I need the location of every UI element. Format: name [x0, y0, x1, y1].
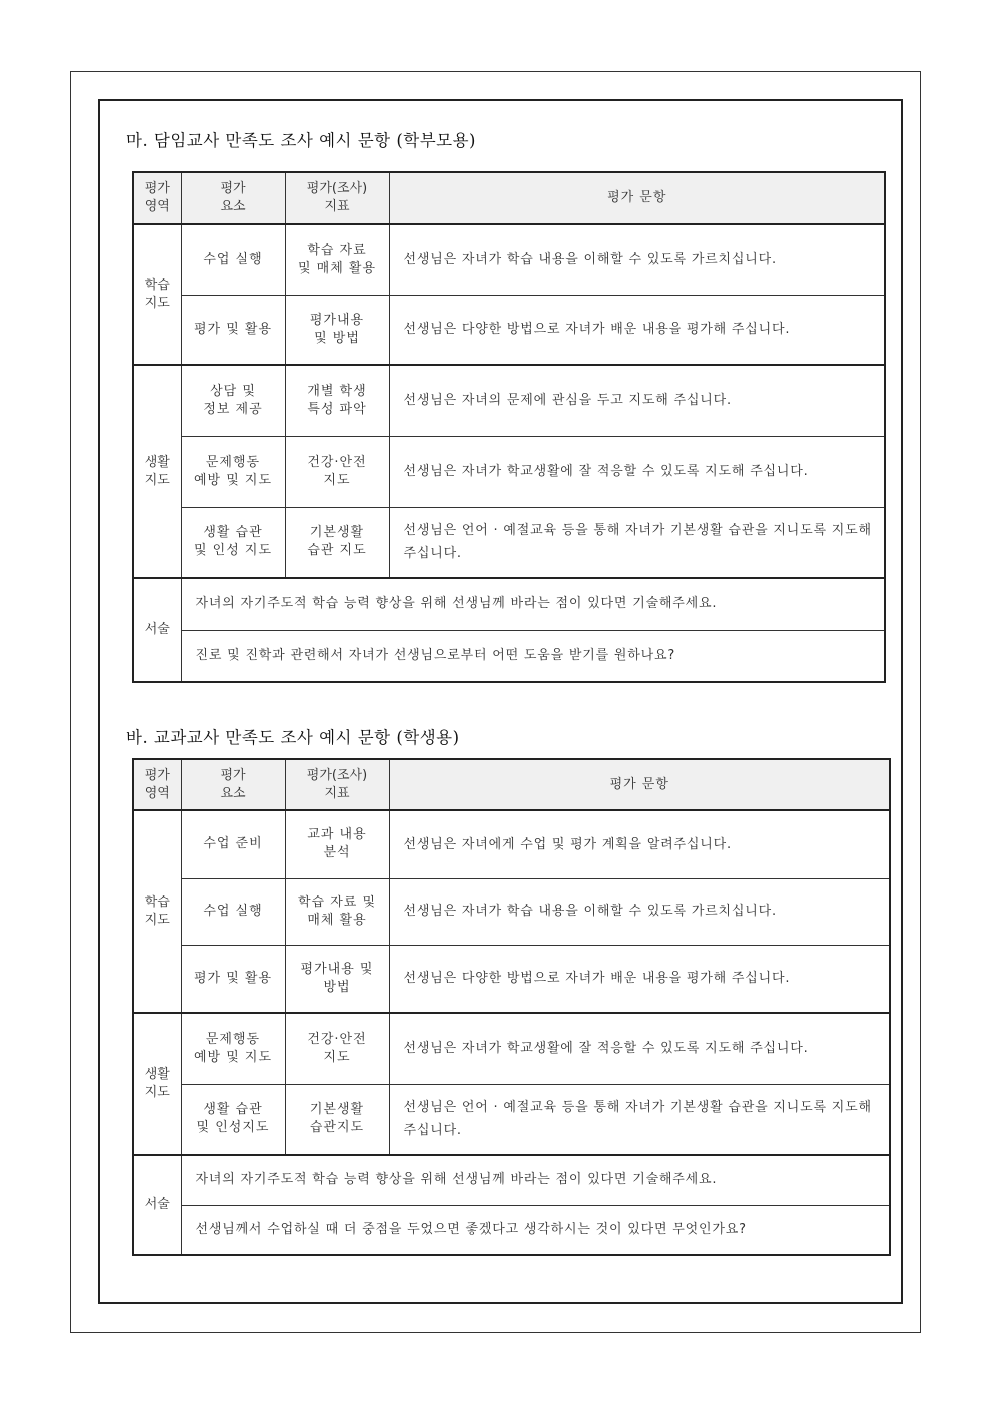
descriptive-row — [133, 1155, 890, 1205]
element-cell — [181, 810, 285, 878]
question-cell-text: 선생님은 자녀의 문제에 관심을 두고 지도해 주십니다. — [403, 393, 732, 409]
question-cell — [389, 365, 885, 436]
indicator-cell-text: 교과 내용 분석 — [307, 827, 367, 861]
question-cell-text: 선생님은 자녀가 학습 내용을 이해할 수 있도록 가르치십니다. — [403, 904, 777, 919]
question-cell-text: 선생님은 언어 · 예절교육 등을 통해 자녀가 기본생활 습관을 지니도록 지도해 주십니다. — [403, 523, 872, 562]
question-cell-text: 선생님은 자녀가 학교생활에 잘 적응할 수 있도록 지도해 주십니다. — [403, 464, 809, 479]
element-cell-text: 수업 실행 — [203, 903, 263, 919]
question-cell-text: 선생님은 자녀가 학습 내용을 이해할 수 있도록 가르치십니다. — [403, 252, 777, 268]
descriptive-question-cell — [181, 1205, 890, 1255]
area-cell — [133, 224, 181, 365]
header-area-text: 평가 영역 — [144, 181, 170, 214]
question-cell-text: 선생님은 자녀가 학교생활에 잘 적응할 수 있도록 지도해 주십니다. — [403, 1041, 809, 1057]
indicator-cell — [285, 365, 389, 436]
header-indicator — [285, 759, 389, 810]
indicator-cell — [285, 810, 389, 878]
question-cell — [389, 507, 885, 578]
header-indicator — [285, 172, 389, 224]
descriptive-question-cell — [181, 630, 885, 682]
indicator-cell — [285, 1084, 389, 1155]
element-cell-text: 상담 및 정보 제공 — [203, 383, 263, 417]
descriptive-area-cell-text: 서술 — [144, 622, 170, 637]
indicator-cell-text: 건강·안전 지도 — [307, 1031, 367, 1065]
descriptive-row — [133, 1205, 890, 1255]
header-area — [133, 172, 181, 224]
table-row — [133, 224, 885, 295]
question-cell — [389, 945, 890, 1013]
survey-table-homeroom-parent — [132, 171, 886, 683]
question-cell-text: 선생님은 자녀에게 수업 및 평가 계획을 알려주십니다. — [403, 836, 732, 852]
element-cell-text: 평가 및 활용 — [193, 970, 273, 986]
question-cell — [389, 224, 885, 295]
table-row — [133, 878, 890, 945]
table-row — [133, 810, 890, 878]
table-row — [133, 365, 885, 436]
question-cell — [389, 295, 885, 365]
area-cell-text: 학습 지도 — [144, 894, 170, 928]
table-row — [133, 436, 885, 507]
section-title-homeroom-parent: 마. 담임교사 만족도 조사 예시 문항 (학부모용) — [126, 131, 476, 150]
element-cell — [181, 365, 285, 436]
header-element-text: 평가 요소 — [220, 767, 246, 801]
header-question-text: 평가 문항 — [607, 190, 667, 205]
element-cell-text: 생활 습관 및 인성지도 — [196, 1102, 270, 1136]
descriptive-question-cell-text: 자녀의 자기주도적 학습 능력 향상을 위해 선생님께 바라는 점이 있다면 기술해주세요. — [195, 596, 718, 612]
header-element — [181, 172, 285, 224]
table-header-row — [133, 759, 890, 810]
descriptive-area-cell-text: 서술 — [144, 1197, 170, 1212]
question-cell — [389, 1013, 890, 1084]
descriptive-row — [133, 630, 885, 682]
header-question — [389, 759, 890, 810]
indicator-cell-text: 학습 자료 및 매체 활용 — [297, 894, 377, 928]
element-cell — [181, 295, 285, 365]
question-cell — [389, 1084, 890, 1155]
section-title-subject-student: 바. 교과교사 만족도 조사 예시 문항 (학생용) — [126, 728, 460, 747]
descriptive-question-cell-text: 자녀의 자기주도적 학습 능력 향상을 위해 선생님께 바라는 점이 있다면 기술해주세요. — [195, 1172, 718, 1188]
descriptive-question-cell — [181, 1155, 890, 1205]
indicator-cell-text: 평가내용 및 방법 — [309, 312, 365, 346]
descriptive-area-cell — [133, 1155, 181, 1255]
question-cell-text: 선생님은 언어 · 예절교육 등을 통해 자녀가 기본생활 습관을 지니도록 지도해 주십니다. — [403, 1100, 872, 1139]
indicator-cell-text: 기본생활 습관 지도 — [307, 525, 367, 559]
question-cell — [389, 878, 890, 945]
descriptive-question-cell-text: 진로 및 진학과 관련해서 자녀가 선생님으로부터 어떤 도움을 받기를 원하나요? — [195, 647, 676, 663]
indicator-cell-text: 건강·안전 지도 — [307, 454, 367, 488]
question-cell-text: 선생님은 다양한 방법으로 자녀가 배운 내용을 평가해 주십니다. — [403, 971, 791, 987]
indicator-cell — [285, 295, 389, 365]
question-cell — [389, 436, 885, 507]
indicator-cell — [285, 1013, 389, 1084]
header-area — [133, 759, 181, 810]
element-cell-text: 수업 준비 — [203, 836, 263, 852]
question-cell — [389, 810, 890, 878]
indicator-cell-text: 개별 학생 특성 파악 — [307, 383, 367, 417]
area-cell-text: 생활 지도 — [144, 1067, 170, 1100]
element-cell — [181, 945, 285, 1013]
question-cell-text: 선생님은 다양한 방법으로 자녀가 배운 내용을 평가해 주십니다. — [403, 322, 791, 338]
table-row — [133, 295, 885, 365]
header-area-text: 평가 영역 — [144, 767, 170, 801]
descriptive-row — [133, 578, 885, 630]
descriptive-question-cell-text: 선생님께서 수업하실 때 더 중점을 두었으면 좋겠다고 생각하시는 것이 있다면 무엇인가요? — [195, 1221, 747, 1237]
table-row — [133, 1084, 890, 1155]
survey-table-subject-student — [132, 758, 891, 1256]
area-cell-text: 학습 지도 — [144, 277, 170, 311]
table-header-row — [133, 172, 885, 224]
indicator-cell-text: 학습 자료 및 매체 활용 — [297, 242, 377, 276]
element-cell-text: 평가 및 활용 — [193, 321, 273, 337]
area-cell — [133, 1013, 181, 1155]
indicator-cell — [285, 507, 389, 578]
table-row — [133, 945, 890, 1013]
header-indicator-text: 평가(조사) 지표 — [306, 181, 368, 214]
indicator-cell — [285, 945, 389, 1013]
header-indicator-text: 평가(조사) 지표 — [306, 767, 368, 801]
element-cell — [181, 436, 285, 507]
indicator-cell — [285, 224, 389, 295]
element-cell — [181, 507, 285, 578]
descriptive-question-cell — [181, 578, 885, 630]
header-question — [389, 172, 885, 224]
header-element-text: 평가 요소 — [220, 181, 246, 214]
indicator-cell-text: 평가내용 및 방법 — [300, 961, 374, 995]
table-row — [133, 507, 885, 578]
element-cell — [181, 1084, 285, 1155]
element-cell — [181, 1013, 285, 1084]
element-cell — [181, 224, 285, 295]
element-cell — [181, 878, 285, 945]
element-cell-text: 문제행동 예방 및 지도 — [193, 1031, 273, 1065]
indicator-cell-text: 기본생활 습관지도 — [309, 1102, 365, 1136]
area-cell — [133, 810, 181, 1013]
descriptive-area-cell — [133, 578, 181, 682]
element-cell-text: 수업 실행 — [203, 251, 263, 267]
element-cell-text: 생활 습관 및 인성 지도 — [193, 525, 273, 559]
area-cell-text: 생활 지도 — [144, 454, 170, 488]
header-element — [181, 759, 285, 810]
header-question-text: 평가 문항 — [609, 776, 669, 792]
area-cell — [133, 365, 181, 578]
table-row — [133, 1013, 890, 1084]
indicator-cell — [285, 436, 389, 507]
element-cell-text: 문제행동 예방 및 지도 — [193, 454, 273, 488]
indicator-cell — [285, 878, 389, 945]
